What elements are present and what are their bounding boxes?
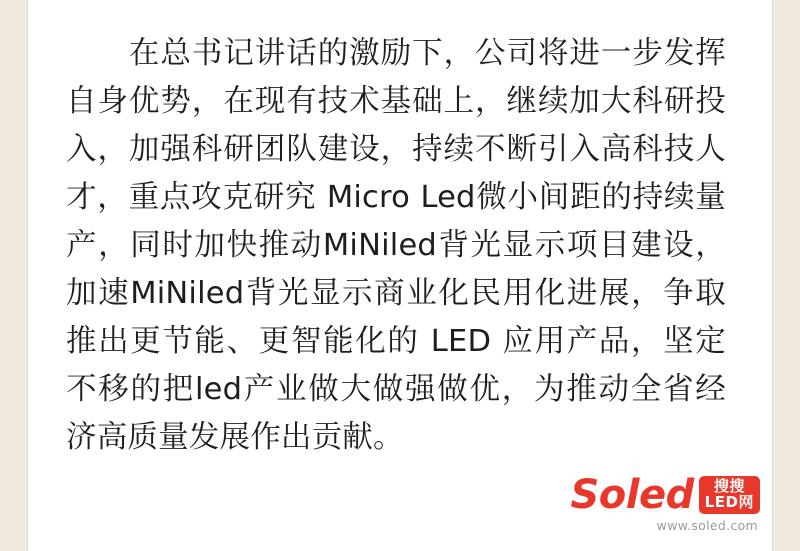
page-left-rule [27, 0, 28, 551]
page-right-rule [772, 0, 773, 551]
site-watermark [570, 472, 760, 533]
watermark-logo-row [570, 472, 760, 518]
brand-wordmark: Soled [570, 472, 694, 518]
page-left-margin [0, 0, 28, 551]
brand-badge-line-2: LED网 [704, 492, 754, 511]
document-content [66, 30, 726, 462]
watermark-url: www.soled.com [656, 518, 758, 533]
body-paragraph: 在总书记讲话的激励下，公司将进一步发挥自身优势，在现有技术基础上，继续加大科研投入，加强科研团队建设，持续不断引入高科技人才，重点攻克研究 Micro Led微小间距的持续量产，同时加快推动MiNiled背光显示项目建设，加速MiNiled背光显示商业化民用化进展，争取推出更节能、更智能化的 LED 应用产品，坚定不移的把led产业做大做强做优，为推动全省经济高质量发展作出贡献。 [66, 36, 726, 455]
brand-badge [699, 476, 760, 515]
brand-badge-line-1: 搜搜 [713, 476, 745, 495]
page-right-margin [772, 0, 800, 551]
